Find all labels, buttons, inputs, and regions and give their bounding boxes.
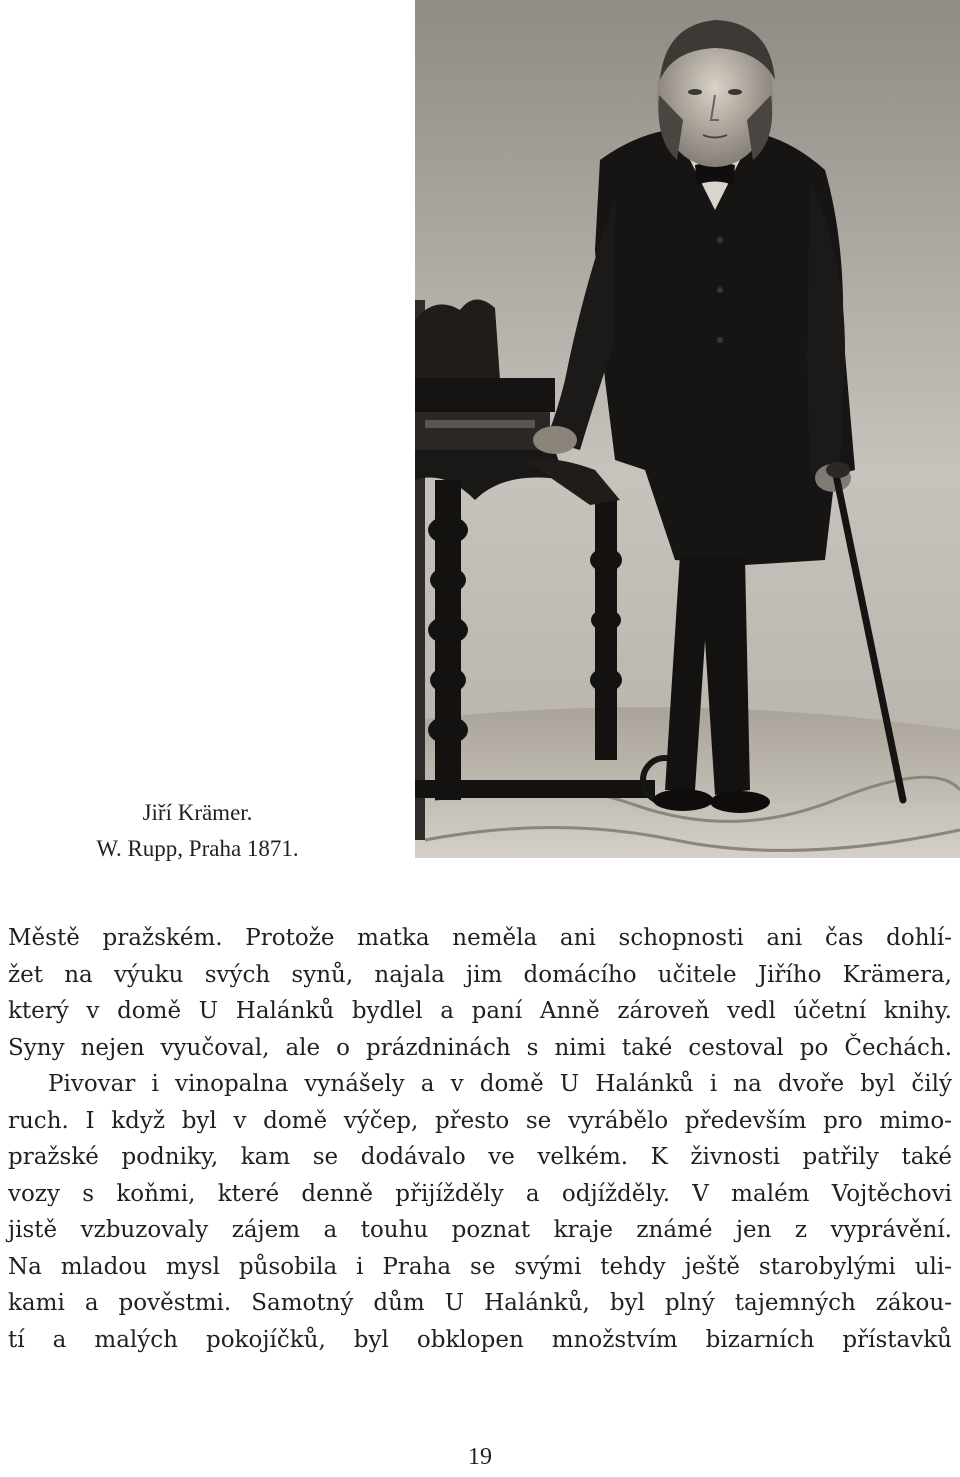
text-line: Městě pražském. Protože matka neměla ani schopnosti ani čas dohlí- [8, 925, 952, 951]
text-line: žet na výuku svých synů, najala jim domácího učitele Jiřího Krämera, [8, 961, 952, 988]
portrait-photo-icon [415, 0, 960, 858]
page-number: 19 [468, 1444, 492, 1470]
text-line: jistě vzbuzovaly zájem a touhu poznat kraje známé jen z vyprávění. [8, 1217, 952, 1243]
body-paragraphs [8, 920, 952, 1358]
text-line: tí a malých pokojíčků, byl obklopen množstvím bizarních přístavků [8, 1326, 952, 1353]
photo-caption [0, 795, 395, 867]
text-line: kami a pověstmi. Samotný dům U Halánků, byl plný tajemných zákou- [8, 1290, 952, 1316]
text-line: Pivovar i vinopalna vynášely a v domě U Halánků i na dvoře byl čilý [48, 1071, 952, 1097]
text-line: Syny nejen vyučoval, ale o prázdninách s nimi také cestoval po Čechách. [8, 1034, 952, 1061]
text-line: Na mladou mysl působila i Praha se svými tehdy ještě starobylými uli- [8, 1253, 952, 1280]
portrait-photo [415, 0, 960, 858]
caption-name: Jiří Krämer. [142, 800, 253, 825]
text-line: pražské podniky, kam se dodávalo ve velkém. K živnosti patřily také [8, 1144, 952, 1170]
text-line: vozy s koňmi, které denně přijížděly a odjížděly. V malém Vojtěchovi [8, 1180, 952, 1207]
text-line: ruch. I když byl v domě výčep, přesto se vyrábělo především pro mimo- [8, 1107, 952, 1134]
text-line: který v domě U Halánků bydlel a paní Anně zároveň vedl účetní knihy. [8, 998, 952, 1024]
caption-credit: W. Rupp, Praha 1871. [96, 836, 299, 861]
